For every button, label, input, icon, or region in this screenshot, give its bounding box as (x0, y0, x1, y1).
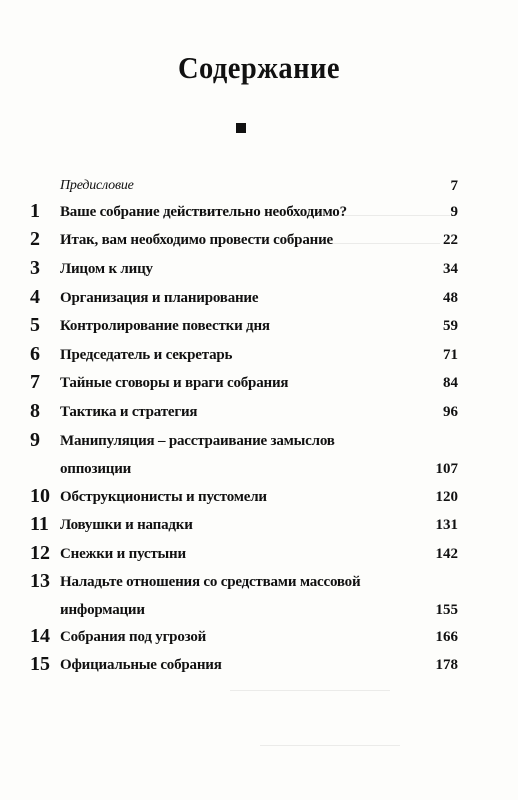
toc-entry-page: 178 (435, 657, 458, 673)
toc-entry-number: 13 (30, 570, 50, 592)
toc-entry-page: 22 (443, 232, 458, 248)
toc-entry-number: 4 (30, 286, 40, 308)
toc-entry-title: Собрания под угрозой (60, 629, 207, 645)
toc-entry-chapter-9 (0, 427, 518, 487)
toc-entry-title: Итак, вам необходимо провести собрание (60, 232, 333, 248)
toc-entry-number: 8 (30, 400, 40, 422)
toc-entry-number: 10 (30, 485, 50, 507)
toc-entry-title: Лицом к лицу (60, 261, 153, 277)
toc-entry-chapter-14 (0, 623, 518, 653)
toc-entry-number: 1 (30, 200, 40, 222)
toc-entry-number: 15 (30, 653, 50, 675)
toc-entry-page: 107 (435, 461, 458, 477)
toc-entry-number: 2 (30, 228, 40, 250)
toc-entry-chapter-4 (0, 284, 518, 314)
toc-entry-title: Ваше собрание действительно необходимо? (60, 204, 347, 220)
toc-entry-title-line-1: Манипуляция – расстраивание замыслов (60, 433, 335, 449)
toc-entry-chapter-10 (0, 483, 518, 513)
toc-entry-page: 120 (435, 489, 458, 505)
toc-entry-page: 71 (443, 347, 458, 363)
toc-entry-title: Снежки и пустыни (60, 546, 186, 562)
toc-entry-number: 9 (30, 429, 40, 451)
toc-entry-number: 3 (30, 257, 40, 279)
toc-entry-title: Тактика и стратегия (60, 404, 198, 420)
toc-entry-page: 7 (450, 178, 458, 194)
title-square-ornament (236, 123, 246, 133)
toc-entry-page: 155 (435, 602, 458, 618)
toc-entry-chapter-1 (0, 198, 518, 228)
toc-entry-chapter-3 (0, 255, 518, 285)
toc-entry-title: Организация и планирование (60, 290, 259, 306)
bleed-through-mark (230, 690, 390, 691)
toc-entry-title-line-2: информации (60, 602, 145, 618)
toc-entry-chapter-12 (0, 540, 518, 570)
toc-entry-page: 166 (435, 629, 458, 645)
toc-entry-title: Тайные сговоры и враги собрания (60, 375, 289, 391)
toc-entry-title-line-2: оппозиции (60, 461, 132, 477)
toc-entry-title: Официальные собрания (60, 657, 222, 673)
toc-entry-page: 84 (443, 375, 458, 391)
toc-entry-page: 9 (450, 204, 458, 220)
toc-entry-page: 59 (443, 318, 458, 334)
toc-entry-title: Предисловие (60, 178, 134, 193)
toc-entry-number: 14 (30, 625, 50, 647)
toc-entry-chapter-8 (0, 398, 518, 428)
toc-entry-title: Председатель и секретарь (60, 347, 233, 363)
toc-entry-number: 5 (30, 314, 40, 336)
toc-entry-number: 6 (30, 343, 40, 365)
toc-entry-chapter-11 (0, 511, 518, 541)
toc-entry-number: 7 (30, 371, 40, 393)
bleed-through-mark (260, 745, 400, 746)
toc-entry-chapter-15 (0, 651, 518, 681)
toc-entry-chapter-7 (0, 369, 518, 399)
toc-entry-title: Контролирование повестки дня (60, 318, 270, 334)
toc-entry-page: 131 (435, 517, 458, 533)
toc-entry-page: 34 (443, 261, 458, 277)
page-title: Содержание (177, 50, 341, 85)
toc-entry-page: 96 (443, 404, 458, 420)
toc-entry-number: 11 (30, 513, 49, 535)
toc-entry-chapter-5 (0, 312, 518, 342)
toc-entry-chapter-13 (0, 568, 518, 628)
toc-entry-title-line-1: Наладьте отношения со средствами массовой (60, 574, 361, 590)
toc-entry-chapter-2 (0, 226, 518, 256)
toc-entry-title: Обструкционисты и пустомели (60, 489, 267, 505)
toc-entry-chapter-6 (0, 341, 518, 371)
toc-entry-page: 48 (443, 290, 458, 306)
toc-entry-page: 142 (435, 546, 458, 562)
toc-entry-title: Ловушки и нападки (60, 517, 193, 533)
toc-entry-number: 12 (30, 542, 50, 564)
